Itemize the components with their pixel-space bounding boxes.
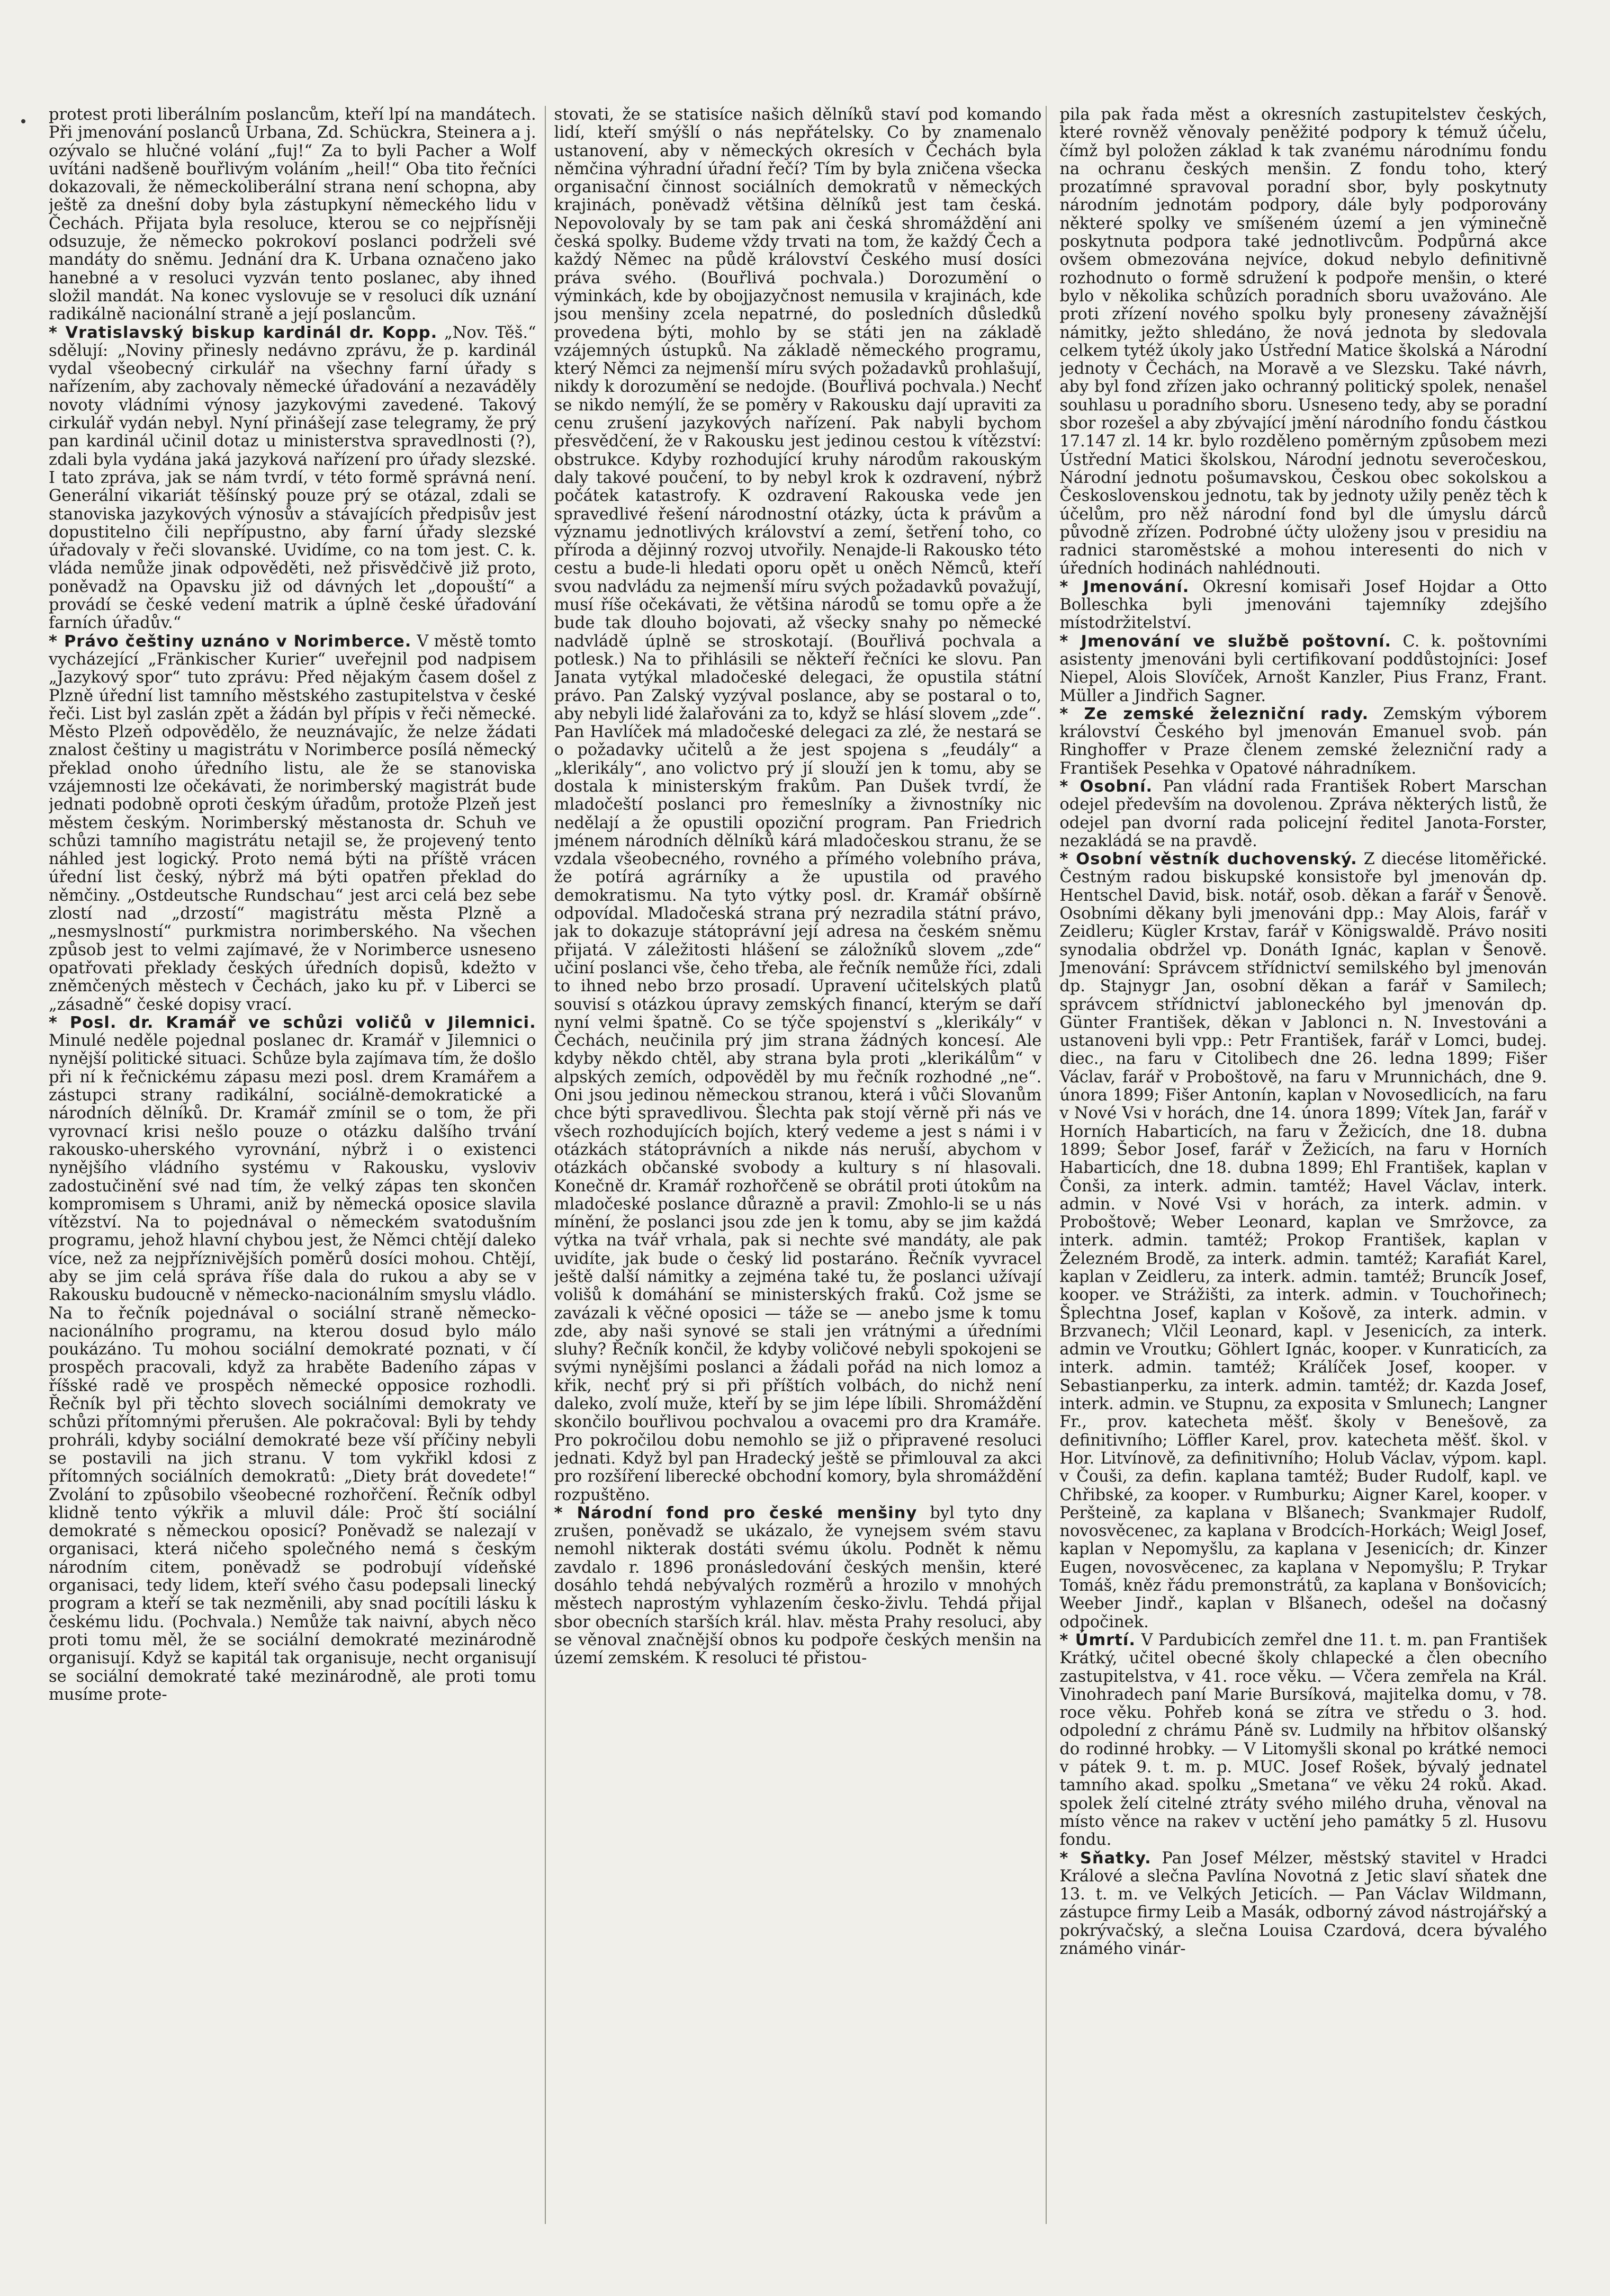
paragraph [1059, 1850, 1547, 1959]
paragraph [1059, 1631, 1547, 1850]
article-heading: * Úmrtí. [1059, 1630, 1136, 1649]
paragraph-text: Pan vládní rada František Robert Marschan odejel především na dovolenou. Zpráva některých listů, že odejel pan dvorní rada policejní ředitel Janota-Forster, nezakládá se na pravdě. [1059, 777, 1548, 850]
paragraph [49, 324, 536, 633]
paragraph [554, 106, 1042, 1504]
article-heading: * Osobní. [1059, 777, 1153, 796]
paragraph [1059, 633, 1547, 705]
paragraph-text: pila pak řada měst a okresních zastupitelstev českých, které rovněž věnovaly peněžité podpory k témuž účelu, čímž byl položen základ k tak zvanému národnímu fondu na ochranu českých menšin. Z fondu toho, který prozatímné spravoval poradní sbor, byly poskytnuty národním jednotám podpory, dále byly podporovány některé spolky ve smíšeném území a jen výminečně poskytnuta podpora také jednotlivcům. Podpůrná akce ovšem obmezována nejvíce, dokud nebylo definitivně rozhodnuto o formě sdružení k podpoře menšin, o které bylo v několika schůzích poradních sboru uvažováno. Ale proti zřízení nového spolku byly proneseny závažnější námitky, ježto shledáno, že nová jednota by sledovala celkem tytéž úkoly jako Ústřední Matice školská a Národní jednoty v Čechách, na Moravě a ve Slezsku. Také návrh, aby byl fond zřízen jako ochranný politický spolek, nenašel souhlasu u poradního sboru. Usneseno tedy, aby se poradní sbor rozešel a aby zbývající jmění národního fondu částkou 17.147 zl. 14 kr. bylo rozděleno poměrným způsobem mezi Ústřední Matici školskou, Národní jednotu severočeskou, Národní jednotu pošumavskou, Českou obec sokolskou a Československou jednotu, tak by jednoty užily peněz těch k účelům, pro něž národní fond byl dle úmyslu dárců původně zřízen. Podrobné účty uloženy jsou v presidiu na radnici staroměstské a mohou interesenti do nich v úředních hodinách nahlédnouti. [1059, 106, 1548, 578]
article-heading: * Ze zemské železniční rady. [1059, 704, 1369, 723]
column-2 [554, 106, 1042, 2229]
paragraph-text: Z diecése litoměřické. Čestným radou biskupské konsistoře byl jmenován dp. Hentschel David, bisk. notář, osob. děkan a farář v Šenově. Osobními děkany byli jmenováni dpp.: May Alois, farář v Zeidleru; Kügler Krstav, farář v Königswaldě. Právo nositi synodalia obdržel vp. Donáth Ignác, kaplan v Šenově. Jmenování: Správcem střídnictví semilského byl jmenován dp. Stajnygr Jan, osobní děkan a farář v Samilech; správcem střídnictví jabloneckého byl jmenován dp. Günter František, děkan v Jablonci n. N. Investováni a ustanoveni byli vpp.: Petr František, farář v Lomci, budej. diec., na faru v Citolibech dne 26. ledna 1899; Fišer Václav, farář v Proboštově, na faru v Mrunnichách, dne 9. února 1899; Fišer Antonín, kaplan v Novosedlicích, na faru v Nové Vsi v horách, dne 14. února 1899; Vítek Jan, farář v Horních Habarticích, na faru v Žežicích, dne 18. dubna 1899; Šebor Josef, farář v Žežicích, na faru v Horních Habarticích, dne 18. dubna 1899; Ehl František, kaplan v Čonši, za interk. admin. tamtéž; Havel Václav, interk. admin. v Nové Vsi v horách, za interk. admin. v Proboštově; Weber Leonard, kaplan ve Smržovce, za interk. admin. tamtéž; Prokop František, kaplan v Železném Brodě, za interk. admin. tamtéž; Karafiát Karel, kaplan v Zeidleru, za interk. admin. tamtéž; Bruncík Josef, kooper. ve Strážišti, za interk. admin. v Touchořinech; Šplechtna Josef, kaplan v Košově, za interk. admin. v Brzvanech; Vlčil Leonard, kapl. v Jesenicích, za interk. admin ve Vroutku; Göhlert Ignác, kooper. v Kunraticích, za interk. admin. tamtéž; Králíček Josef, kooper. v Sebastianperku, za interk. admin. tamtéž; dr. Kazda Josef, interk. admin. ve Stupnu, za exposita v Smlunech; Langner Fr., prov. katecheta měšť. školy v Benešově, za definitivního; Löffler Karel, prov. katecheta měšť. škol. v Hor. Litvínově, za definitivního; Holub Václav, výpom. kapl. v Čouši, za defin. kaplana tamtéž; Buder Rudolf, kapl. ve Chřibské, za kooper. v Rumburku; Aigner Karel, kooper. v Peršteině, za kaplana v Blšanech; Svankmajer Rudolf, novosvěcenec, za kaplana v Brodcích-Horkách; Weigl Josef, kaplan v Nepomyšlu, za kaplana v Jesenicích; dr. Kinzer Eugen, novosvěcenec, za kaplana v Nepomyšlu; P. Trykar Tomáš, kněz řádu premonstrátů, za kaplana v Bonšovicích; Weeber Jindř., kaplan v Blšanech, odešel na dočasný odpočinek. [1059, 850, 1548, 1631]
paragraph [1059, 850, 1547, 1631]
article-heading: * Národní fond pro české menšiny [554, 1503, 918, 1522]
paragraph [554, 1504, 1042, 1668]
paragraph [1059, 705, 1547, 778]
article-heading: * Právo češtiny uznáno v Norimberce. [49, 632, 412, 651]
article-heading: * Jmenování. [1059, 577, 1190, 596]
column-rule-1 [545, 106, 546, 2224]
article-heading: * Sňatky. [1059, 1849, 1152, 1868]
paragraph-text: C. k. poštovními asistenty jmenováni byli certifikovaní poddůstojníci: Josef Niepel, Alois Slovíček, Arnošt Kanzler, Pius Franz, Frant. Müller a Jindřich Sagner. [1059, 632, 1548, 705]
column-rule-2 [1046, 106, 1047, 2224]
newspaper-page [49, 106, 1547, 2229]
paragraph-text: V Pardubicích zemřel dne 11. t. m. pan František Krátký, učitel obecné školy chlapecké a člen obecního zastupitelstva, v 41. roce věku. — Včera zemřela na Král. Vinohradech paní Marie Bursíková, majitelka domu, v 78. roce věku. Pohřeb koná se zítra ve středu o 3. hod. odpolední z chrámu Páně sv. Ludmily na hřbitov olšanský do rodinné hrobky. — V Litomyšli skonal po krátké nemoci v pátek 9. t. m. p. MUC. Josef Rošek, bývalý jednatel tamního akad. spolku „Smetana“ ve věku 24 roků. Akad. spolek želí citelné ztráty svého milého druha, věnoval na místo věnce na rakev v uctění jeho památky 5 zl. Husovu fondu. [1059, 1630, 1548, 1850]
paragraph [49, 633, 536, 1014]
paragraph-text: protest proti liberálním poslancům, kteří lpí na mandátech. Při jmenování poslanců Urbana, Zd. Schückra, Steinera a j. ozývalo se hlučné volání „fuj!“ Za to byli Pacher a Wolf uvítáni nadšeně bouřlivým voláním „heil!“ Oba tito řečníci dokazovali, že německoliberální strana není schopna, aby ještě za dnešní doby byla zástupkyní německého lidu v Čechách. Přijata byla resoluce, kterou se co nejpřísněji odsuzuje, že německo pokrokoví poslanci podrželi své mandáty do sněmu. Jednání dra K. Urbana označeno jako hanebné a v resoluci vyzván tento poslanec, aby ihned složil mandát. Na konec vyslovuje se v resoluci dík uznání radikálně nacionální straně a její poslancům. [49, 106, 536, 324]
paragraph [1059, 778, 1547, 850]
paragraph-text: stovati, že se statisíce našich dělníků staví pod komando lidí, kteří smýšlí o nás nepřátelsky. Co by znamenalo ustanovení, aby v německých okresích v Čechách byla němčina výhradní úřadní řečí? Tím by byla zničena všecka organisační činnost sociálních demokratů v německých krajinách, poněvadž většina dělníků jest tam česká. Nepovolovaly by se tam pak ani česká shromáždění ani česká spolky. Budeme vždy trvati na tom, že každý Čech a každý Němec na půdě království Českého musí dosíci práva svého. (Bouřlivá pochvala.) Dorozumění o výminkách, kde by obojjazyčnost nemusila v krajinách, kde jsou menšiny zcela nepatrné, do posledních důsledků provedena býti, mohlo by se státi jen na základě vzájemných ústupků. Na základě německého programu, který Němci za nejmenší míru svých požadavků prohlašují, nikdy k dorozumění se nedojde. (Bouřlivá pochvala.) Nechť se nikdo nemýlí, že se poměry v Rakousku dají upraviti za cenu zrušení jazykových nařízení. Pak nabyli bychom přesvědčení, že v Rakousku jest jedinou cestou k vítězství: obstrukce. Kdyby rozhodující kruhy národům rakouským daly takové poučení, to by nebyl krok k ozdravení, nýbrž počátek katastrofy. K ozdravení Rakouska vede jen spravedlivé řešení národnostní otázky, úcta k právům a významu jednotlivých království a zemí, šetření toho, co přírodа a dějinný rozvoj utvořily. Nenajde-li Rakousko této cestu a bude-li hledati oporu opět u oněch Němců, kteří svou nadvládu za nejmenší míru svých požadavků považují, musí říše očekávati, že většina národů se tomu opře a že bude tak dlouho bojovati, až všecky snahy po německé nadvládě úplně se stroskotají. (Bouřlivá pochvala a potlesk.) Na to přihlásili se někteří řečníci ke slovu. Pan Janata vytýkal mladočeské delegaci, že opustila státní právo. Pan Zalský vyzýval poslance, aby se postaral o to, aby nebyli lidé žalařováni za to, když se hlásí slovem „zde“. Pan Havlíček má mladočeské delegaci za zlé, že nestará se o požadavky učitelů a že jest spojena s „feudály“ a „klerikály“, ano volictvo prý jí slouží jen k tomu, aby se dostala k ministerským frakům. Pan Dušek tvrdí, že mladočeští poslanci pro řemeslníky a živnostníky nic nedělají a že opustili opoziční program. Pan Friedrich jménem národních dělníků kárá mladočeskou stranu, že se vzdala všeobecného, rovného a přímého volebního práva, že potírá agrárníky a že upustila od pravého demokratismu. Na tyto výtky posl. dr. Kramář obšírně odpovídal. Mladočeská strana prý nezradila státní právo, jak to dokazuje státoprávní její adresa na českém sněmu přijatá. V záležitosti hlášení se záložníků slovem „zde“ učiní poslanci vše, čeho třeba, ale řečník nemůže říci, zdali to ihned nebo brzo prosadí. Upravení učitelských platů souvisí s otázkou úpravy zemských financí, kterým se daří nyní velmi špatně. Co se týče spojenství s „klerikály“ v Čechách, neučinila prý jim strana žádných koncesí. Ale kdyby někdo chtěl, aby strana byla proti „klerikálům“ v alpských zemích, odpověděl by mu řečník rozhodné „ne“. Oni jsou jedinou německou stranou, která i vůči Slovanům chce býti spravedlivou. Šlechta pak stojí věrně při nás ve všech rozhodujících bojích, který vedeme a jest s námi i v otázkách státoprávních a nikde nás neruší, abychom v otázkách občanské svobody a kultury s ní hlasovali. Konečně dr. Kramář rozhořčeně se obrátil proti útokům na mladočeské poslance důrazně a pravil: Zmohlo-li se u nás mínění, že poslanci jsou zde jen k tomu, aby se jim každá výtka na tvář vrhala, pak si nechte své mandáty, ale pak uvidíte, jak bude o český lid postaráno. Řečník vyvracel ještě další námitky a zejména také tu, že poslanci užívají volišů k domáhání se ministerských fraků. Což jsme se zavázali k věčné oposici — táže se — anebo jsme k tomu zde, aby naši synové se stali jen vrátnými a úředními sluhy? Řečník končil, že kdyby voličové nebyli spokojeni se svými nynějšími poslanci a žádali pořád na nich lomoz a křik, nechť prý si při příštích volbách, do nichž není daleko, zvolí muže, kteří by se jim lépe líbili. Shromáždění skončilo bouřlivou pochvalou a ovacemi pro dra Kramáře. Pro pokročilou dobu nemohlo se již o připravené resoluci jednati. Když byl pan Hradecký ještě se přimlouval za akci pro rozšíření liberecké obchodní komory, byla shromáždění rozpuštěno. [554, 106, 1042, 1504]
paragraph-text: byl tyto dny zrušen, poněvadž se ukázalo, že vynejsem svém stavu nemohl nikterak dostáti svému úkolu. Podnět k němu zavdalo r. 1896 pronásledování českých menšin, které dosáhlo tehdá nebývalých rozměrů a hrozilo v mnohých městech naprostým vyhlazením česko-živlu. Tehdá přijal sbor obecních starších král. hlav. města Prahy resoluci, aby se věnoval značnější obnos ku podpoře českých menšin na území zemském. K resoluci té přistou- [554, 1503, 1042, 1668]
paragraph-text: Zemským výborem království Českého byl jmenován Emanuel svob. pán Ringhoffer v Praze členem zemské železniční rady a František Pesehka v Opatové náhradníkem. [1059, 704, 1548, 778]
article-heading: * Jmenování ve službě poštovní. [1059, 632, 1392, 651]
column-3 [1059, 106, 1547, 2229]
column-1 [49, 106, 536, 2229]
paragraph [1059, 106, 1547, 578]
paragraph-text: „Nov. Těš.“ sdělují: „Noviny přinesly nedávno zprávu, že p. kardinál vydal všeobecný cirkulář na všechny farní úřady s nařízením, aby zachovaly německé úřadování a nezaváděly novoty vládními výnosy jazykovými zavedené. Takový cirkulář vydán nebyl. Nyní přinášejí zase telegramy, že prý pan kardinál učinil dotaz u ministerstva spravedlnosti (?), zdali byla vydána jaká jazyková nařízení pro úřady slezské. I tato zpráva, jak se nám tvrdí, v této formě správná není. Generální vikariát těšínský pouze prý se otázal, zdali se stanoviska jazykových výnosův a stávajících předpisův jest dopustitelno čili nepřípustno, aby farní úřady slezské úřadovaly v řeči slovanské. Uvidíme, co na tom jest. C. k. vláda nemůže jinak odpověděti, než přisvědčivě již proto, poněvadž na Opavsku již od dávných let „dopouští“ a provádí se české vedení matrik a úplně české úřadování farních úřadův.“ [49, 323, 536, 633]
article-heading: * Vratislavský biskup kardinál dr. Kopp. [49, 323, 438, 342]
paragraph-text: Okresní komisaři Josef Hojdar a Otto Bolleschka byli jmenováni tajemníky zdejšího místodržitelství. [1059, 577, 1548, 633]
paragraph-text: V městě tomto vycházející „Fränkischer Kurier“ uveřejnil pod nadpisem „Jazykový spor“ tuto zprávu: Před nějakým časem došel z Plzně úřední list tamního městského zastupitelstva v české řeči. List byl zaslán zpět a žádán byl přípis v řeči německé. Město Plzeň odpovědělo, že neuznávajíc, že nelze žádati znalost češtiny u magistrátu v Norimberce posílá německý překlad onoho úředního listu, ale že se stanoviska vzájemnosti lze očekávati, že norimberský magistrát bude jednati podobně oproti českým úřadům, protože Plzeň jest městem českým. Norimberský městanosta dr. Schuh ve schůzi tamního magistrátu netajil se, že projevený tento náhled jest logický. Proto nemá býti na příště vrácen úřední list český, nýbrž má býti opatřen překlad do němčiny. „Ostdeutsche Rundschau“ jest arci celá bez sebe zlostí nad „drzostí“ magistrátu města Plzně a „nesmyslností“ purkmistra norimberského. Na všechen způsob jest to velmi zajímavé, že v Norimberce usneseno opatřovati překlady českých úředních dopisů, kdežto v zněmčených městech v Čechách, jako ku př. v Liberci se „zásadně“ české dopisy vrací. [49, 632, 536, 1014]
article-heading: * Osobní věstník duchovenský. [1059, 850, 1357, 869]
paragraph [49, 106, 536, 324]
paragraph [1059, 578, 1547, 633]
paragraph [49, 1014, 536, 1704]
paragraph-text: Pan Josef Mélzer, městský stavitel v Hradci Králové a slečna Pavlína Novotná z Jetic slaví sňatek dne 13. t. m. ve Velkých Jeticích. — Pan Václav Wildmann, zástupce firmy Leib a Masák, odborný závod nástrojářský a pokrývačský, a slečna Louisa Czardová, dcera bývalého známého vinár- [1059, 1849, 1548, 1958]
margin-dot [21, 119, 25, 123]
paragraph-text: Minulé neděle pojednal poslanec dr. Kramář v Jilemnici o nynější politické situaci. Schůze byla zajímava tím, že došlo při ní k řečnickému zápasu mezi posl. drem Kramářem a zástupci strany radikální, sociálně-demokratické a národních dělníků. Dr. Kramář zmínil se o tom, že při vyrovnací krisi nešlo pouze o otázku dalšího trvání rakousko-uherského vyrovnání, nýbrž i o existenci nynějšího vládního systému v Rakousku, vysloviv zadostučinění své nad tím, že velký zápas ten skončen kompromisem s Uhrami, aniž by německá oposice slavila vítězství. Na to pojednával o německém svatodušním programu, jehož hlavní chybou jest, že Němci chtějí daleko více, než za nejpříznivějších poměrů dosíci mohou. Chtějí, aby se jim celá správa říše dala do rukou a aby se v Rakousku budoucně v německo-nacionálním smyslu vládlo. Na to řečník pojednával o sociální straně německo-nacionálního programu, na kterou dosud bylo málo poukázáno. Tu mohou sociální demokraté poznati, v čí prospěch pracovali, když za hraběte Badeního zápas v říšské radě ve prospěch německé opposice rozhodli. Řečník byl při těchto slovech sociálními demokraty ve schůzi přítomnými přerušen. Ale pokračoval: Byli by tehdy prohráli, kdyby sociální demokraté beze vší příčiny nebyli se postavili na jich stranu. V tom vykřikl kdosi z přítomných sociálních demokratů: „Diety brát dovedete!“ Zvolání to způsobilo všeobecné rozhořčení. Řečník odbyl klidně tento výkřik a mluvil dále: Proč ští sociální demokraté s německou oposicí? Poněvadž se nalezají v organisaci, která ničeho společného nemá s českým národním citem, poněvadž se podrobují vídeňské organisaci, tedy lidem, kteří svého času podepsali linecký program a kteří se tak nezměnili, aby snad pocítili lásku k českému lidu. (Pochvala.) Nemůže tak naivní, abych něco proti tomu měl, že se sociální demokraté mezinárodně organisují. Když se kapitál tak organisuje, necht organisují se sociální demokraté také mezinárodně, ale proti tomu musíme prote- [49, 1032, 536, 1704]
article-heading: * Posl. dr. Kramář ve schůzi voličů v Jilemnici. [49, 1013, 536, 1032]
